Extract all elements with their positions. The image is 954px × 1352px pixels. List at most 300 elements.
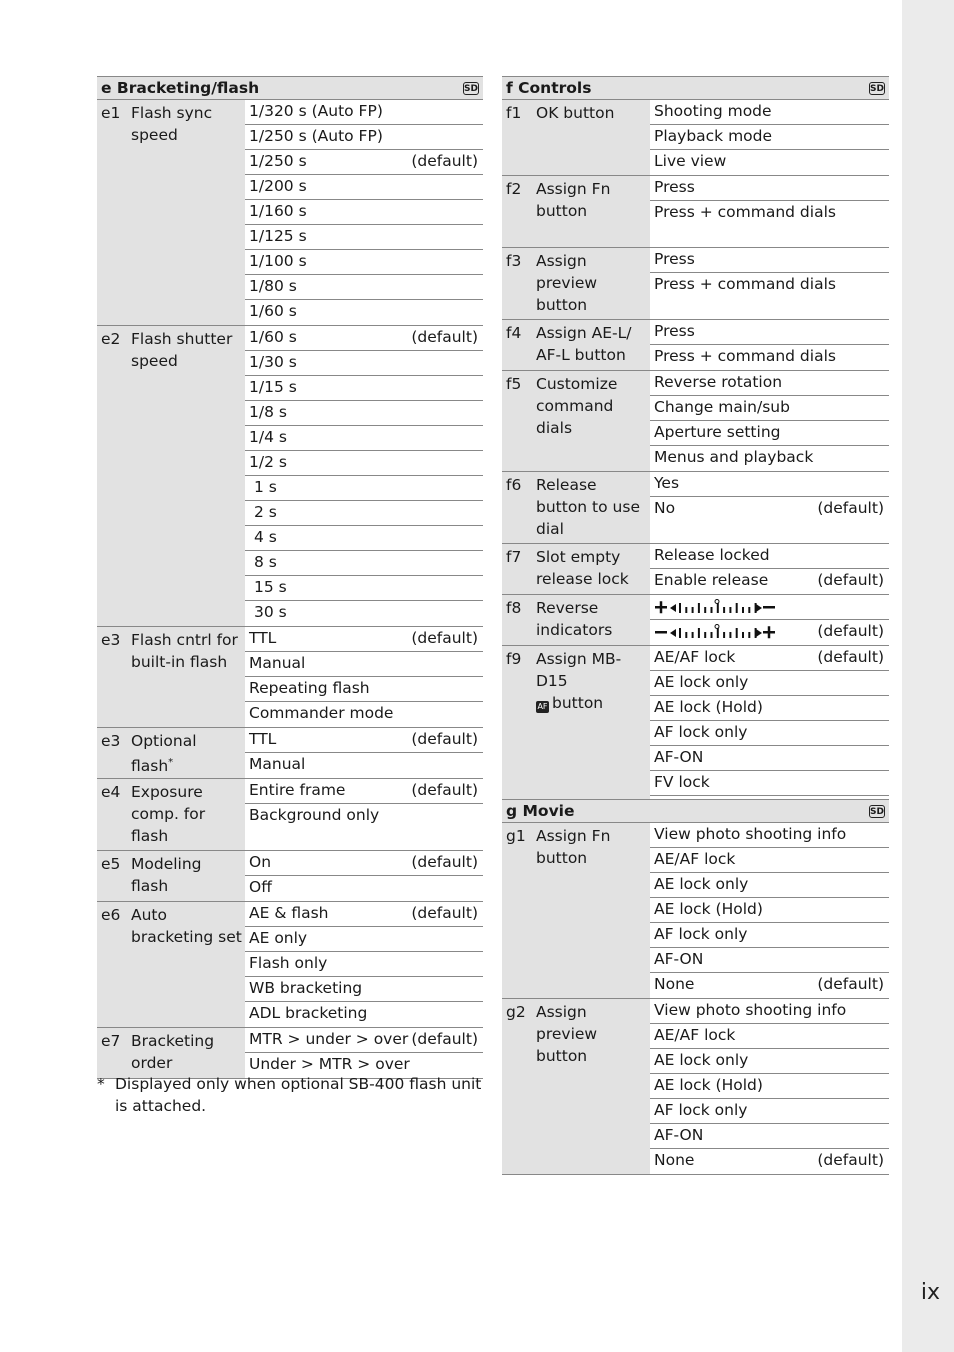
option-row <box>245 576 483 601</box>
setting-name <box>131 1030 245 1078</box>
setting-group-f4 <box>502 320 889 371</box>
option-row <box>245 451 483 476</box>
option-row <box>650 345 889 370</box>
setting-code: f7 <box>506 548 522 566</box>
option-label: 15 s <box>254 578 287 596</box>
table-title: f Controls <box>506 79 592 97</box>
setting-label-cell <box>502 371 650 471</box>
table-header <box>502 799 889 823</box>
option-row <box>245 902 483 927</box>
option-label: Manual <box>249 755 306 773</box>
setting-group-e7 <box>97 1028 483 1079</box>
option-row <box>245 551 483 576</box>
option-label: Live view <box>654 152 727 170</box>
option-row <box>245 326 483 351</box>
default-marker: (default) <box>411 629 478 647</box>
option-row <box>650 176 889 201</box>
setting-name-text: Slot empty release lock <box>536 548 629 588</box>
option-label: 1/100 s <box>249 252 307 270</box>
option-label: AF lock only <box>654 925 748 943</box>
setting-code: g1 <box>506 827 526 845</box>
minus-to-plus-indicator-icon <box>654 624 776 640</box>
option-label: 1/4 s <box>249 428 287 446</box>
option-list <box>650 176 889 247</box>
setting-name-text: Customize command dials <box>536 375 618 437</box>
option-list <box>650 646 889 821</box>
setting-group-e4 <box>97 779 483 851</box>
option-list <box>650 823 889 998</box>
option-row <box>650 746 889 771</box>
setting-code: f3 <box>506 252 522 270</box>
option-label: AF-ON <box>654 950 704 968</box>
option-row <box>650 646 889 671</box>
default-marker: (default) <box>817 1151 884 1169</box>
default-marker: (default) <box>411 781 478 799</box>
option-row <box>245 351 483 376</box>
option-label: AF lock only <box>654 723 748 741</box>
option-label: 1/15 s <box>249 378 297 396</box>
option-label: AE/AF lock <box>654 648 736 666</box>
option-row <box>650 125 889 150</box>
setting-code: f2 <box>506 180 522 198</box>
setting-name-text: Auto bracketing set <box>131 906 242 946</box>
option-label: 1/250 s <box>249 152 307 170</box>
option-row <box>650 948 889 973</box>
setting-name-text: Assign AE-L/ AF-L button <box>536 324 632 364</box>
option-row <box>650 620 889 645</box>
setting-group-e2 <box>97 326 483 627</box>
setting-group-f1 <box>502 100 889 176</box>
option-label: Manual <box>249 654 306 672</box>
default-marker: (default) <box>411 1030 478 1048</box>
setting-name-text: Bracketing order <box>131 1032 215 1072</box>
option-label: Release locked <box>654 546 770 564</box>
setting-name <box>536 102 650 175</box>
option-list <box>650 544 889 594</box>
option-list <box>650 472 889 543</box>
sd-icon: SD <box>870 84 884 94</box>
setting-name <box>536 373 650 471</box>
option-row <box>245 652 483 677</box>
setting-group-e6 <box>97 902 483 1028</box>
default-marker: (default) <box>817 499 884 517</box>
option-label: FV lock <box>654 773 710 791</box>
setting-group-f5 <box>502 371 889 472</box>
option-label: 30 s <box>254 603 287 621</box>
setting-label-cell <box>97 851 245 901</box>
option-label: 1/8 s <box>249 403 287 421</box>
setting-code: e5 <box>101 855 121 873</box>
option-label: Flash only <box>249 954 328 972</box>
option-row <box>650 201 889 247</box>
option-list <box>245 851 483 901</box>
option-label: AE lock only <box>654 673 749 691</box>
option-label: ADL bracketing <box>249 1004 368 1022</box>
option-row <box>245 952 483 977</box>
option-label: Aperture setting <box>654 423 781 441</box>
setting-group-g1 <box>502 823 889 999</box>
setting-label-cell <box>97 100 245 325</box>
setting-group-e1 <box>97 100 483 326</box>
setting-code: e3 <box>101 631 121 649</box>
option-label: 1/125 s <box>249 227 307 245</box>
option-label: 1/80 s <box>249 277 297 295</box>
option-label: No <box>654 499 676 517</box>
option-row <box>650 999 889 1024</box>
option-label: Enable release <box>654 571 769 589</box>
option-row <box>245 728 483 753</box>
option-row <box>650 595 889 620</box>
setting-code: e6 <box>101 906 121 924</box>
option-list <box>650 999 889 1174</box>
option-label: WB bracketing <box>249 979 363 997</box>
option-row <box>245 627 483 652</box>
setting-name <box>536 250 650 319</box>
setting-name <box>536 322 650 370</box>
option-list <box>245 902 483 1027</box>
option-label <box>654 595 776 619</box>
e-bracketing-flash-table <box>97 76 483 1079</box>
option-row <box>245 876 483 901</box>
setting-code: f5 <box>506 375 522 393</box>
option-label: View photo shooting info <box>654 1001 847 1019</box>
default-marker: (default) <box>817 975 884 993</box>
setting-name <box>131 629 245 727</box>
option-row <box>245 401 483 426</box>
option-label: 1 s <box>254 478 277 496</box>
option-row <box>245 200 483 225</box>
setting-name <box>536 648 650 821</box>
option-row <box>650 721 889 746</box>
option-row <box>650 1149 889 1174</box>
option-row <box>245 100 483 125</box>
setting-label-cell <box>502 823 650 998</box>
setting-name <box>536 1001 650 1174</box>
default-marker: (default) <box>817 571 884 589</box>
footnote <box>97 1073 487 1117</box>
option-row <box>245 779 483 804</box>
setting-label-cell <box>97 902 245 1027</box>
setting-name-text: Release button to use dial <box>536 476 640 538</box>
footnote-ref: * <box>168 757 174 768</box>
option-row <box>245 601 483 626</box>
setting-name <box>536 474 650 543</box>
option-label: Yes <box>654 474 680 492</box>
default-marker: (default) <box>411 328 478 346</box>
option-row <box>650 371 889 396</box>
setting-group-e3 <box>97 728 483 779</box>
table-header <box>97 76 483 100</box>
option-row <box>245 476 483 501</box>
setting-code: e7 <box>101 1032 121 1050</box>
footnote-mark: * <box>97 1075 105 1093</box>
setting-label-cell <box>502 320 650 370</box>
setting-label-cell <box>97 326 245 626</box>
setting-name <box>536 825 650 998</box>
default-marker: (default) <box>817 622 884 640</box>
option-row <box>245 753 483 778</box>
setting-name-text: Flash shutter speed <box>131 330 233 370</box>
option-label: On <box>249 853 272 871</box>
setting-name <box>131 328 245 626</box>
page-number: ix <box>920 1280 940 1305</box>
option-label: Press + command dials <box>654 275 836 293</box>
option-label: Press <box>654 250 695 268</box>
option-row <box>245 426 483 451</box>
setting-name-text: Flash sync speed <box>131 104 213 144</box>
option-row <box>650 248 889 273</box>
setting-code: e3 <box>101 732 121 750</box>
option-row <box>650 446 889 471</box>
option-label: TTL <box>249 629 277 647</box>
option-label: AE lock (Hold) <box>654 698 763 716</box>
option-row <box>650 421 889 446</box>
setting-label-cell <box>502 176 650 247</box>
setting-group-f6 <box>502 472 889 544</box>
setting-group-f3 <box>502 248 889 320</box>
option-row <box>245 804 483 850</box>
setting-name-text: Assign preview button <box>536 252 598 314</box>
option-label: 4 s <box>254 528 277 546</box>
setting-group-f8 <box>502 595 889 646</box>
option-label: AE lock only <box>654 875 749 893</box>
setting-code: f8 <box>506 599 522 617</box>
option-list <box>650 100 889 175</box>
table-title: e Bracketing/flash <box>101 79 260 97</box>
option-row <box>650 396 889 421</box>
option-row <box>650 544 889 569</box>
option-list <box>650 248 889 319</box>
option-label: None <box>654 1151 695 1169</box>
option-row <box>650 923 889 948</box>
option-list <box>650 371 889 471</box>
setting-code: e2 <box>101 330 121 348</box>
option-row <box>650 671 889 696</box>
option-row <box>650 973 889 998</box>
default-marker: (default) <box>817 648 884 666</box>
option-label: Press + command dials <box>654 347 836 365</box>
option-label: Press <box>654 322 695 340</box>
table-title: g Movie <box>506 802 575 820</box>
option-row <box>245 501 483 526</box>
option-row <box>650 848 889 873</box>
option-label: Under > MTR > over <box>249 1055 410 1073</box>
option-label: Press <box>654 178 695 196</box>
option-label: AE/AF lock <box>654 850 736 868</box>
setting-name <box>131 904 245 1027</box>
option-list <box>650 320 889 370</box>
option-row <box>650 497 889 543</box>
setting-group-g2 <box>502 999 889 1175</box>
setting-label-cell <box>502 595 650 645</box>
option-row <box>650 1024 889 1049</box>
option-list <box>245 326 483 626</box>
setting-label-cell <box>502 472 650 543</box>
option-list <box>245 627 483 727</box>
setting-label-cell <box>502 100 650 175</box>
option-label: AE & flash <box>249 904 329 922</box>
option-label: Reverse rotation <box>654 373 783 391</box>
option-row <box>245 851 483 876</box>
option-row <box>650 320 889 345</box>
setting-name <box>131 730 245 778</box>
option-row <box>245 125 483 150</box>
setting-name-text: Assign preview button <box>536 1003 598 1065</box>
option-row <box>245 1028 483 1053</box>
setting-name <box>131 853 245 901</box>
setting-group-f7 <box>502 544 889 595</box>
setting-label-cell <box>502 646 650 821</box>
table-header <box>502 76 889 100</box>
f-controls-table <box>502 76 889 822</box>
setting-name-text: Assign Fn button <box>536 827 611 867</box>
setting-name <box>131 102 245 325</box>
setting-name-text: Assign Fn button <box>536 180 611 220</box>
setting-name-text: Assign MB-D15 <box>536 650 622 690</box>
option-label: 1/160 s <box>249 202 307 220</box>
option-label: AE lock (Hold) <box>654 1076 763 1094</box>
option-list <box>245 779 483 850</box>
option-row <box>245 526 483 551</box>
option-label: Off <box>249 878 272 896</box>
option-row <box>245 175 483 200</box>
option-label: AF lock only <box>654 1101 748 1119</box>
option-row <box>245 702 483 727</box>
setting-name-text: Flash cntrl for built-in flash <box>131 631 238 671</box>
setting-label-cell <box>97 779 245 850</box>
option-label: Repeating flash <box>249 679 370 697</box>
option-label: TTL <box>249 730 277 748</box>
footnote-text: Displayed only when optional SB-400 flash unit is attached. <box>115 1075 482 1115</box>
option-row <box>650 273 889 319</box>
setting-group-e3 <box>97 627 483 728</box>
option-label: AE lock (Hold) <box>654 900 763 918</box>
page-margin-strip <box>902 0 954 1352</box>
setting-label-cell <box>97 728 245 778</box>
setting-code: g2 <box>506 1003 526 1021</box>
sd-icon: SD <box>870 807 884 817</box>
setting-name-text: Optional flash <box>131 732 197 776</box>
option-label: 1/60 s <box>249 328 297 346</box>
option-list <box>245 728 483 778</box>
option-label: 1/200 s <box>249 177 307 195</box>
option-label: Change main/sub <box>654 398 790 416</box>
option-label: 2 s <box>254 503 277 521</box>
option-row <box>650 472 889 497</box>
option-row <box>650 823 889 848</box>
setting-name-text: OK button <box>536 104 615 122</box>
option-label: Commander mode <box>249 704 394 722</box>
default-marker: (default) <box>411 904 478 922</box>
option-row <box>650 150 889 175</box>
option-label <box>654 620 776 645</box>
setting-label-cell <box>502 999 650 1174</box>
option-list <box>650 595 889 645</box>
option-label: Press + command dials <box>654 203 836 221</box>
option-row <box>650 898 889 923</box>
setting-label-cell <box>502 544 650 594</box>
option-row <box>245 1002 483 1027</box>
option-row <box>650 1049 889 1074</box>
option-row <box>650 1074 889 1099</box>
setting-name <box>536 178 650 247</box>
af-on-button-icon: AF <box>537 702 548 711</box>
option-label: 1/2 s <box>249 453 287 471</box>
option-label: Menus and playback <box>654 448 814 466</box>
option-label: 1/30 s <box>249 353 297 371</box>
option-row <box>245 376 483 401</box>
option-label: 1/320 s (Auto FP) <box>249 102 383 120</box>
setting-name <box>536 546 650 594</box>
option-label: 8 s <box>254 553 277 571</box>
option-label: AE only <box>249 929 308 947</box>
option-label: AE/AF lock <box>654 1026 736 1044</box>
option-label: Shooting mode <box>654 102 772 120</box>
setting-name-text: Modeling flash <box>131 855 202 895</box>
setting-label-cell <box>502 248 650 319</box>
option-label: MTR > under > over <box>249 1030 409 1048</box>
option-label: None <box>654 975 695 993</box>
option-label: 1/60 s <box>249 302 297 320</box>
option-label: View photo shooting info <box>654 825 847 843</box>
setting-label-cell <box>97 1028 245 1078</box>
setting-code: f9 <box>506 650 522 668</box>
option-label: Playback mode <box>654 127 773 145</box>
option-row <box>245 927 483 952</box>
setting-name-text: Reverse indicators <box>536 599 613 639</box>
option-row <box>245 275 483 300</box>
setting-code: f6 <box>506 476 522 494</box>
setting-label-cell <box>97 627 245 727</box>
setting-code: e4 <box>101 783 121 801</box>
setting-name-text: Exposure comp. for flash <box>131 783 206 845</box>
sd-icon: SD <box>464 84 478 94</box>
option-row <box>245 225 483 250</box>
setting-name <box>131 781 245 850</box>
option-label: AF-ON <box>654 748 704 766</box>
option-label: AF-ON <box>654 1126 704 1144</box>
option-label: 1/250 s (Auto FP) <box>249 127 383 145</box>
option-label: Entire frame <box>249 781 346 799</box>
setting-name <box>536 597 650 645</box>
setting-group-f9 <box>502 646 889 822</box>
g-movie-table <box>502 799 889 1175</box>
option-row <box>245 977 483 1002</box>
option-row <box>650 771 889 796</box>
option-row <box>650 1099 889 1124</box>
option-row <box>245 677 483 702</box>
option-row <box>650 873 889 898</box>
option-label: Background only <box>249 806 380 824</box>
option-list <box>245 1028 483 1078</box>
setting-group-f2 <box>502 176 889 248</box>
setting-code: f1 <box>506 104 522 122</box>
setting-group-e5 <box>97 851 483 902</box>
option-row <box>650 569 889 594</box>
default-marker: (default) <box>411 853 478 871</box>
option-row <box>245 300 483 325</box>
setting-name-suffix: button <box>552 694 604 712</box>
setting-code: e1 <box>101 104 121 122</box>
default-marker: (default) <box>411 152 478 170</box>
option-row <box>245 150 483 175</box>
setting-code: f4 <box>506 324 522 342</box>
option-row <box>245 250 483 275</box>
option-list <box>245 100 483 325</box>
plus-to-minus-indicator-icon <box>654 599 776 615</box>
default-marker: (default) <box>411 730 478 748</box>
option-row <box>650 696 889 721</box>
